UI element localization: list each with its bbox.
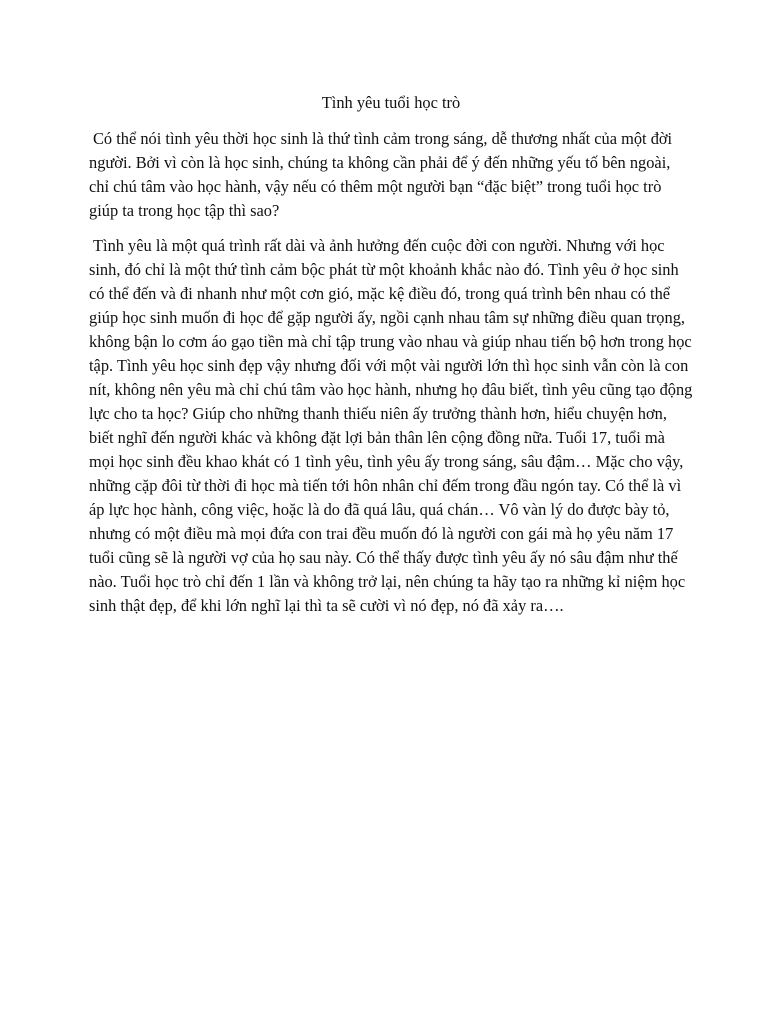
paragraph-2: Tình yêu là một quá trình rất dài và ảnh hưởng đến cuộc đời con người. Nhưng với học sinh, đó chỉ là một thứ tình cảm bộc phát từ một khoảnh khắc nào đó. Tình yêu ở học sinh có thể đến và đi nhanh như một cơn gió, mặc kệ điều đó, trong quá trình bên nhau có thể giúp học sinh muốn đi học để gặp người ấy, ngồi cạnh nhau tâm sự những điều quan trọng, không bận lo cơm áo gạo tiền mà chỉ tập trung vào nhau và giúp nhau tiến bộ hơn trong học tập. Tình yêu học sinh đẹp vậy nhưng đối với một vài người lớn thì học sinh vẫn còn là con nít, không nên yêu mà chỉ chú tâm vào học hành, nhưng họ đâu biết, tình yêu cũng tạo động lực cho ta học? Giúp cho những thanh thiếu niên ấy trưởng thành hơn, hiểu chuyện hơn, biết nghĩ đến người khác và không đặt lợi bản thân lên cộng đồng nữa. Tuổi 17, tuổi mà mọi học sinh đều khao khát có 1 tình yêu, tình yêu ấy trong sáng, sâu đậm… Mặc cho vậy, những cặp đôi từ thời đi học mà tiến tới hôn nhân chỉ đếm trong đầu ngón tay. Có thể là vì áp lực học hành, công việc, hoặc là do đã quá lâu, quá chán… Vô vàn lý do được bày tỏ, nhưng có một điều mà mọi đứa con trai đều muốn đó là người con gái mà họ yêu năm 17 tuổi cũng sẽ là người vợ của họ sau này. Có thể thấy được tình yêu ấy nó sâu đậm như thế nào. Tuổi học trò chỉ đến 1 lần và không trở lại, nên chúng ta hãy tạo ra những kỉ niệm học sinh thật đẹp, để khi lớn nghĩ lại thì ta sẽ cười vì nó đẹp, nó đã xảy ra…. [89,236,693,615]
paragraph-1: Có thể nói tình yêu thời học sinh là thứ tình cảm trong sáng, dễ thương nhất của một đời người. Bởi vì còn là học sinh, chúng ta không cần phải để ý đến những yếu tố bên ngoài, chỉ chú tâm vào học hành, vậy nếu có thêm một người bạn “đặc biệt” trong tuổi học trò giúp ta trong học tập thì sao? [89,129,673,220]
document-body [89,93,693,629]
document-title: Tình yêu tuổi học trò [321,93,461,112]
